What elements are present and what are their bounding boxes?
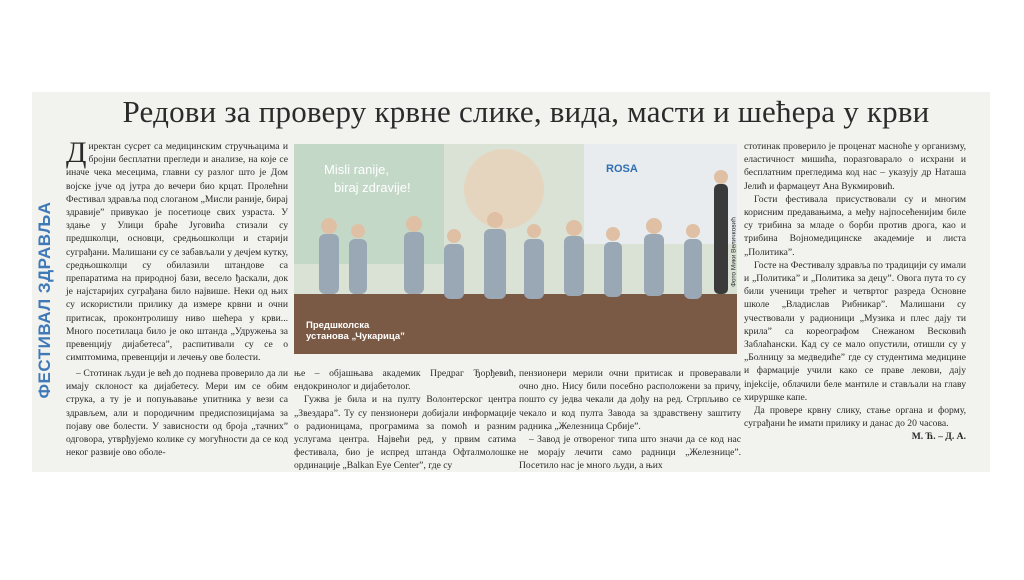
article-photo <box>294 144 737 354</box>
paragraph: стотинак проверило је проценат масноће у организму, еластичност мишића, поразговарало о исхрани и бесплатним прегледима код нас – указују др Наташа Јелић и фармацеут Ана Вукмировић. <box>744 141 966 192</box>
paragraph: пензионери мерили очни притисак и проверавали очно дно. Нису били посебно расположени за причу, пошто су једва чекали да дођу на ред. Стрпљиво се чекало и код пулта Завода за здравствену заштиту радника „Железница Србије”. <box>519 368 741 432</box>
photo-caption <box>306 320 405 342</box>
paragraph: Гости фестивала присуствовали су и многим корисним предавањима, а међу најпосећенијим биле су трибина за младе о борби против дрога, као и трибина Војномедицинске академије и листа „Политика”. <box>744 193 966 258</box>
author-signature: М. Ћ. – Д. А. <box>911 431 966 443</box>
photo-credit-text: Фото Мики Величковић <box>730 217 738 287</box>
article-column-3 <box>519 367 741 473</box>
paragraph: Гужва је била и на пулту Волонтерског центра „Звездара”. Ту су пензионери добијали информације о радионицама, програмима за помоћ и разним услугама центра. Највећи ред, у првим сатима фестивала, био је испред штанда Офталмолошке ординације „Balkan Eye Center”, где су <box>294 394 516 472</box>
paragraph-text: иректан сусрет са медицинским стручњацима и бројни бесплатни прегледи и анализе, на које се иначе чека месецима, главни су разлог што је Дом војске јуче од јутра до вечери био крцат. Пролећни Фестивал здравља под слоганом „Мисли раније, бирај здравије” привукао је посетиоце свих узраста. У здање у Улици браће Југовића стизали су предшколци, основци, средњошколци и старији суграђани. Малишани су се забављали у дечјем кутку, средњошколци су обилазили штандове са препаратима на природној бази, весело ђаскали, док је најстаријих суграђана било највише. Неки од њих су искористили прилику да измере крвни и очни притисак, проконтролишу ниво шећера у крви... Много посетилаца било је око штанда „Удружења за превенцију дијабетеса”, распитивали су се о симптомима, превенцији и лечењу ове болести. <box>66 141 288 364</box>
paragraph: Да провере крвну слику, стање органа и форму, суграђани ће имати прилику и данас до 20 часова. <box>744 405 966 430</box>
banner-child-face <box>464 149 544 229</box>
article-column-4 <box>744 140 966 444</box>
article-column-1 <box>66 136 288 364</box>
section-rubric <box>32 140 58 460</box>
paragraph: – Завод је отвореног типа што значи да се код нас не морају лечити само радници „Железнице”. Посетило нас је много људи, а њих <box>519 434 741 472</box>
paragraph: ње – објашњава академик Предраг Ђорђевић, ендокринолог и дијабетолог. <box>294 368 516 393</box>
drop-cap: Д <box>66 136 87 169</box>
paragraph: Госте на Фестивалу здравља по традицији су имали и „Политика” и „Политика за децу”. Овога пута то су били ученици трећег и четвртог разреда Основне школе „Владислав Рибникар”. Малишани су учествовали у радионици „Музика и плес дају ти крила” са кореографом Снежаном Весковић Заблаћански. Кад су се мало опустили, отишли су у „Болницу за медведиће” где су студентима медицине и фармације учили како се праве лекови, дају injekcije, облачили беле мантиле и стављали на главу хируршке капе. <box>744 259 966 403</box>
banner-slogan-1: Misli ranije, <box>324 162 390 177</box>
banner-brand: ROSA <box>606 163 638 175</box>
article-title: Редови за проверу крвне слике, вида, масти и шећера у крви <box>122 94 930 129</box>
rubric-label: ФЕСТИВАЛ ЗДРАВЉА <box>35 201 54 399</box>
article-column-2 <box>294 367 516 473</box>
caption-line: установа „Чукарица” <box>306 331 405 342</box>
newspaper-clipping <box>32 92 990 472</box>
instructor-figure <box>714 184 728 294</box>
article-column-1-continued <box>66 367 288 459</box>
caption-line: Предшколска <box>306 320 370 331</box>
photo-credit <box>728 152 740 352</box>
paragraph: – Стотинак људи је већ до поднева проверило да ли имају склоност ка дијабетесу. Мери им се обим струка, а ту је и попуњавање упитника у вези са здрављем, али и породичним предиспозицијама за појаву ове болести. У зависности од броја „тачних” одговора, утврђујемо колике су могућности да се код неког развије ово оболе- <box>66 368 288 459</box>
banner-slogan-2: biraj zdravije! <box>334 180 411 195</box>
paragraph <box>66 136 288 364</box>
